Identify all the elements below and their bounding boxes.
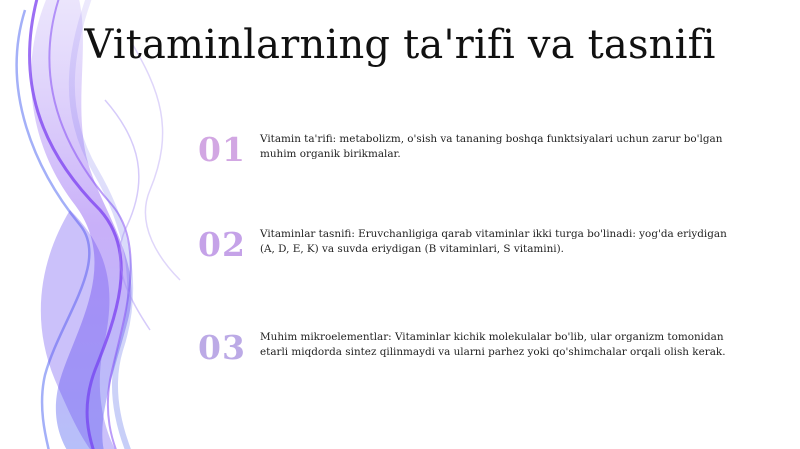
list-item xyxy=(198,130,738,190)
slide-title: Vitaminlarning ta'rifi va tasnifi xyxy=(84,22,716,68)
item-text: Vitaminlar tasnifi: Eruvchanligiga qarab vitaminlar ikki turga bo'linadi: yog'da eriydigan (A, D, E, K) va suvda eriydigan (B vitaminlari, S vitamini). xyxy=(260,228,727,255)
item-number: 03 xyxy=(198,328,246,367)
item-number: 01 xyxy=(198,130,246,169)
item-text: Muhim mikroelementlar: Vitaminlar kichik molekulalar bo'lib, ular organizm tomonidan etarli miqdorda sintez qilinmaydi va ularni parhez yoki qo'shimchalar orqali olish kerak. xyxy=(260,331,726,358)
list-item xyxy=(198,225,738,285)
list-item xyxy=(198,328,738,388)
item-number: 02 xyxy=(198,225,246,264)
item-text: Vitamin ta'rifi: metabolizm, o'sish va tananing boshqa funktsiyalari uchun zarur bo'lgan muhim organik birikmalar. xyxy=(260,133,723,160)
